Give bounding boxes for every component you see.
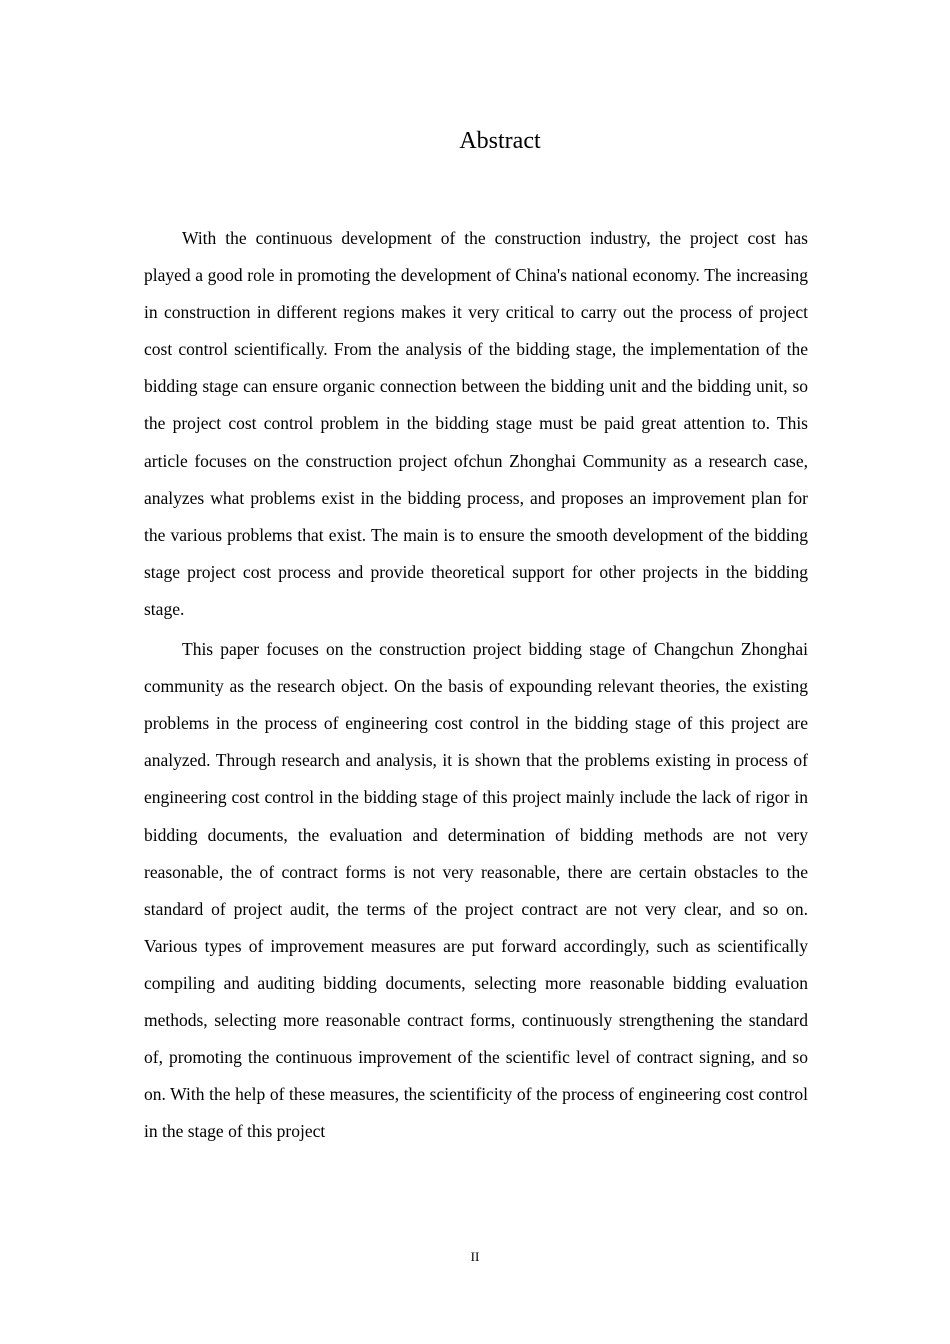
abstract-body <box>144 220 808 1150</box>
page-title: Abstract <box>459 128 541 154</box>
abstract-paragraph-2: This paper focuses on the construction project bidding stage of Changchun Zhonghai community as the research object. On the basis of expounding relevant theories, the existing problems in the process of engineering cost control in the bidding stage of this project are analyzed. Through research and analysis, it is shown that the problems existing in process of engineering cost control in the bidding stage of this project mainly include the lack of rigor in bidding documents, the evaluation and determination of bidding methods are not very reasonable, the of contract forms is not very reasonable, there are certain obstacles to the standard of project audit, the terms of the project contract are not very clear, and so on. Various types of improvement measures are put forward accordingly, such as scientifically compiling and auditing bidding documents, selecting more reasonable bidding evaluation methods, selecting more reasonable contract forms, continuously strengthening the standard of, promoting the continuous improvement of the scientific level of contract signing, and so on. With the help of these measures, the scientificity of the process of engineering cost control in the stage of this project <box>144 639 808 1142</box>
abstract-paragraph-1: With the continuous development of the construction industry, the project cost has played a good role in promoting the development of China's national economy. The increasing in construction in different regions makes it very critical to carry out the process of project cost control scientifically. From the analysis of the bidding stage, the implementation of the bidding stage can ensure organic connection between the bidding unit and the bidding unit, so the project cost control problem in the bidding stage must be paid great attention to. This article focuses on the construction project ofchun Zhonghai Community as a research case, analyzes what problems exist in the bidding process, and proposes an improvement plan for the various problems that exist. The main is to ensure the smooth development of the bidding stage project cost process and provide theoretical support for other projects in the bidding stage. <box>144 228 808 619</box>
page-number: II <box>470 1249 480 1264</box>
